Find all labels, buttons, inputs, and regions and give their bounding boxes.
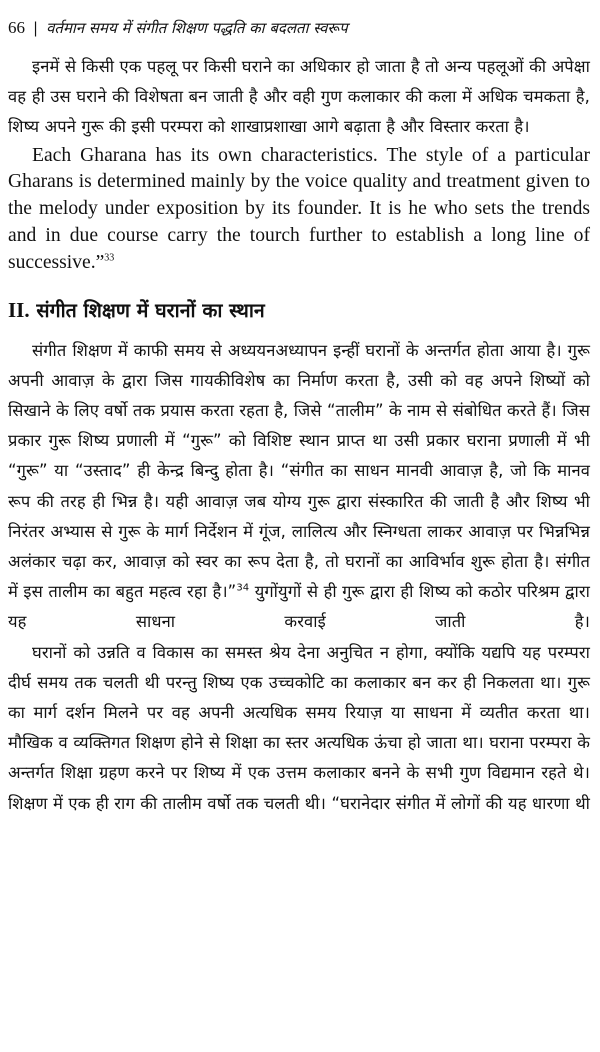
paragraph-3: घरानों को उन्नति व विकास का समस्त श्रेय देना अनुचित न होगा, क्योंकि यद्यपि यह परम्परा दीर्घ समय तक चलती थी परन्तु शिष्य एक उच्चकोटि का कलाकार बन कर ही निकलता था। गुरू का मार्ग दर्शन मिलने पर वह अपनी अत्यधिक समय रियाज़ या साधना में व्यतीत करता था। मौखिक व व्यक्तिगत शिक्षण होने से शिक्षा का स्तर अत्यधिक ऊंचा हो जाता था। घराना परम्परा के अन्तर्गत शिक्षा ग्रहण करने पर शिष्य में एक उत्तम कलाकार बनने के सभी गुण विद्यमान रहते थे। शिक्षण में एक ही राग की तालीम वर्षो तक चलती थी। “घरानेदार संगीत में लोगों की यह धारणा थी <box>8 642 590 813</box>
page-number: 66 <box>8 18 25 37</box>
paragraph-2 <box>8 336 590 638</box>
running-head-title: वर्तमान समय में संगीत शिक्षण पद्धति का बदलता स्वरूप <box>46 19 348 37</box>
footnote-marker-34: 34 <box>236 582 250 594</box>
quote-block <box>8 143 590 277</box>
paragraph-1: इनमें से किसी एक पहलू पर किसी घराने का अधिकार हो जाता है तो अन्य पहलूओं की अपेक्षा वह ही उस घराने की विशेषता बन जाती है और वही गुण कलाकार की कला में अधिक चमकता है, शिष्य अपने गुरू की इसी परम्परा को शाखाप्रशाखा आगे बढ़ाता है और विस्तार करता है। <box>8 57 590 137</box>
footnote-marker-33: 33 <box>104 252 115 264</box>
paragraph-2-continuation: युगोंयुगों से ही गुरू द्वारा ही शिष्य को कठोर परिश्रम द्वारा यह साधना करवाई जाती है। <box>8 582 591 632</box>
running-head-separator: | <box>33 19 39 37</box>
section-title: संगीत शिक्षण में घरानों का स्थान <box>36 298 265 322</box>
section-heading <box>8 295 590 326</box>
running-head <box>8 18 590 44</box>
section-number: II. <box>8 297 30 322</box>
paragraph-2-text: संगीत शिक्षण में काफी समय से अध्ययनअध्यापन इन्हीं घरानों के अन्तर्गत होता आया है। गुरू अपनी आवाज़ के द्वारा जिस गायकीविशेष का निर्माण करता है, उसी को वह अपने शिष्यों को सिखाने के लिए वर्षो तक प्रयास करता रहता है, जिसे “तालीम” के नाम से संबोधित करते हैं। जिस प्रकार गुरू शिष्य प्रणाली में “गुरू” को विशिष्ट स्थान प्राप्त था उसी प्रकार घराना प्रणाली में भी “गुरू” या “उस्ताद” ही केन्द्र बिन्दु होता है। “संगीत का साधन मानवी आवाज़ है, जो कि मानव रूप की तरह ही भिन्न है। यही आवाज़ जब योग्य गुरू द्वारा संस्कारित की जाती है और शिष्य भी निरंतर अभ्यास से गुरू के मार्ग निर्देशन में गूंज, लालित्य और स्निग्धता लाकर आवाज़ पर भिन्नभिन्न अलंकार चढ़ा कर, आवाज़ को स्वर का रूप देता है, तो घरानों का आविर्भाव शुरू होता है। संगीत में इस तालीम का बहुत महत्व रहा है।” <box>8 340 590 602</box>
quote-text: Each Gharana has its own characteristics. The style of a particular Gharans is determined mainly by the voice quality and treatment given to the melody under exposition by its founder. It is he who sets the trends and in due course carry the tourch further to establish a long line of successive.” <box>8 144 590 273</box>
